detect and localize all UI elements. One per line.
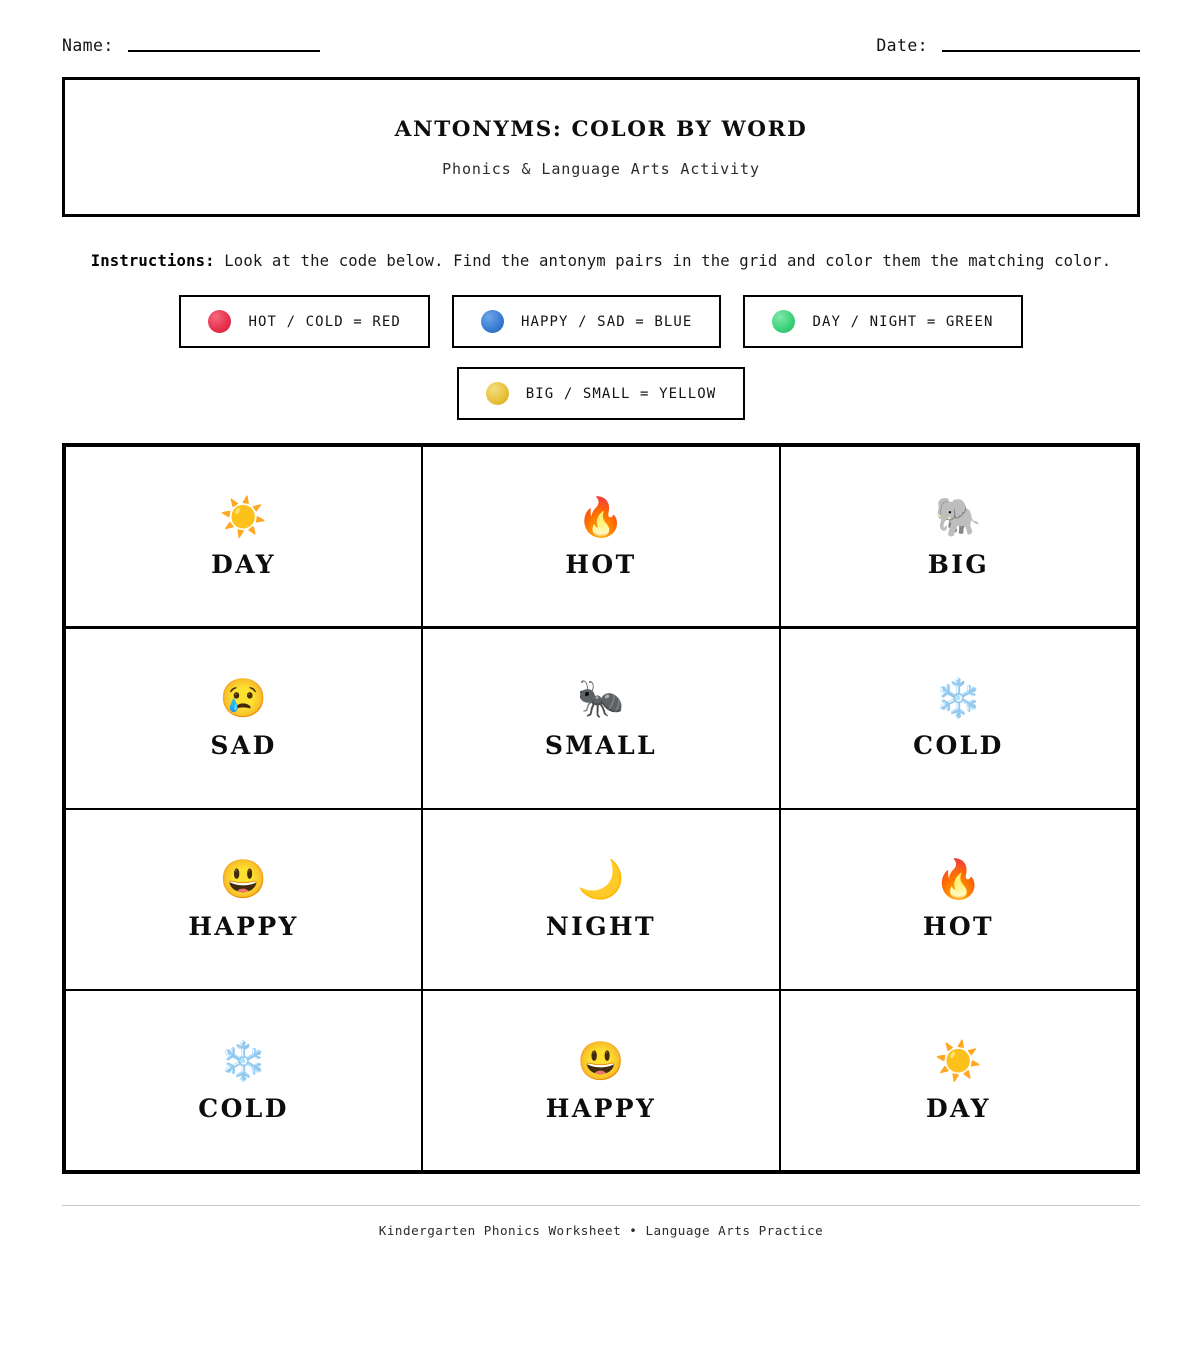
grid-cell[interactable] [781, 810, 1136, 989]
grid-cell-word: SAD [210, 731, 277, 761]
grid-cell[interactable] [423, 629, 778, 808]
page-subtitle: Phonics & Language Arts Activity [442, 159, 760, 178]
grid-cell[interactable] [423, 991, 778, 1170]
grid-cell-word: HOT [922, 912, 995, 942]
grid-cell[interactable] [66, 810, 421, 989]
sun-icon: ☀️ [219, 494, 268, 539]
grid-cell-word: SMALL [544, 731, 658, 761]
crying-face-icon: 😢 [219, 676, 268, 721]
grid-cell-word: HAPPY [188, 912, 299, 942]
name-label: Name: [62, 35, 114, 55]
grid-cell-word: DAY [211, 549, 276, 579]
grid-cell-word: COLD [198, 1093, 289, 1123]
grid-cell-word: BIG [927, 549, 990, 579]
grid-cell[interactable] [66, 991, 421, 1170]
date-field-group [876, 35, 1140, 55]
color-code-legend [62, 295, 1140, 420]
grinning-face-icon: 😃 [219, 857, 268, 902]
elephant-icon: 🐘 [934, 494, 983, 539]
snowflake-icon: ❄️ [219, 1038, 268, 1083]
footer-text: Kindergarten Phonics Worksheet • Language Arts Practice [378, 1223, 824, 1239]
grid-cell-word: COLD [913, 731, 1004, 761]
footer-divider [62, 1205, 1140, 1206]
grid-cell[interactable] [66, 629, 421, 808]
legend-label: DAY / NIGHT = GREEN [812, 313, 994, 330]
fire-icon: 🔥 [577, 494, 625, 539]
snowflake-icon: ❄️ [934, 676, 983, 721]
name-field-group [62, 35, 320, 55]
grid-cell[interactable] [423, 447, 778, 626]
name-write-line[interactable] [128, 50, 320, 52]
instructions-label: Instructions: [90, 252, 215, 270]
word-grid [62, 443, 1140, 1174]
grid-cell[interactable] [66, 447, 421, 626]
fire-icon: 🔥 [934, 857, 983, 902]
grid-cell-word: DAY [925, 1093, 991, 1123]
legend-row-1 [62, 295, 1140, 348]
grinning-face-icon: 😃 [577, 1038, 625, 1083]
legend-label: BIG / SMALL = YELLOW [525, 385, 717, 402]
grid-cell-word: HAPPY [545, 1093, 657, 1123]
grid-cell[interactable] [781, 991, 1136, 1170]
yellow-dot-icon [486, 382, 509, 405]
title-banner [62, 77, 1140, 217]
ant-icon: 🐜 [577, 676, 625, 721]
sun-icon: ☀️ [934, 1038, 983, 1083]
legend-item-happy-sad[interactable] [452, 295, 722, 348]
legend-row-2 [62, 367, 1140, 420]
grid-cell[interactable] [423, 810, 778, 989]
name-date-row [62, 0, 1140, 54]
page-title: ANTONYMS: COLOR BY WORD [394, 116, 808, 142]
legend-label: HOT / COLD = RED [248, 313, 401, 330]
grid-cell[interactable] [781, 447, 1136, 626]
legend-label: HAPPY / SAD = BLUE [520, 313, 693, 330]
blue-dot-icon [481, 310, 504, 333]
green-dot-icon [772, 310, 795, 333]
legend-item-hot-cold[interactable] [179, 295, 429, 348]
grid-cell-word: HOT [565, 549, 637, 579]
legend-item-day-night[interactable] [743, 295, 1022, 348]
grid-cell[interactable] [781, 629, 1136, 808]
date-label: Date: [876, 35, 928, 55]
legend-item-big-small[interactable] [457, 367, 746, 420]
instructions-body: Look at the code below. Find the antonym pairs in the grid and color them the matching color. [214, 252, 1112, 270]
crescent-moon-icon: 🌙 [577, 857, 625, 902]
date-write-line[interactable] [942, 50, 1140, 52]
instructions-text [62, 250, 1140, 273]
grid-cell-word: NIGHT [545, 912, 657, 942]
red-dot-icon [208, 310, 231, 333]
